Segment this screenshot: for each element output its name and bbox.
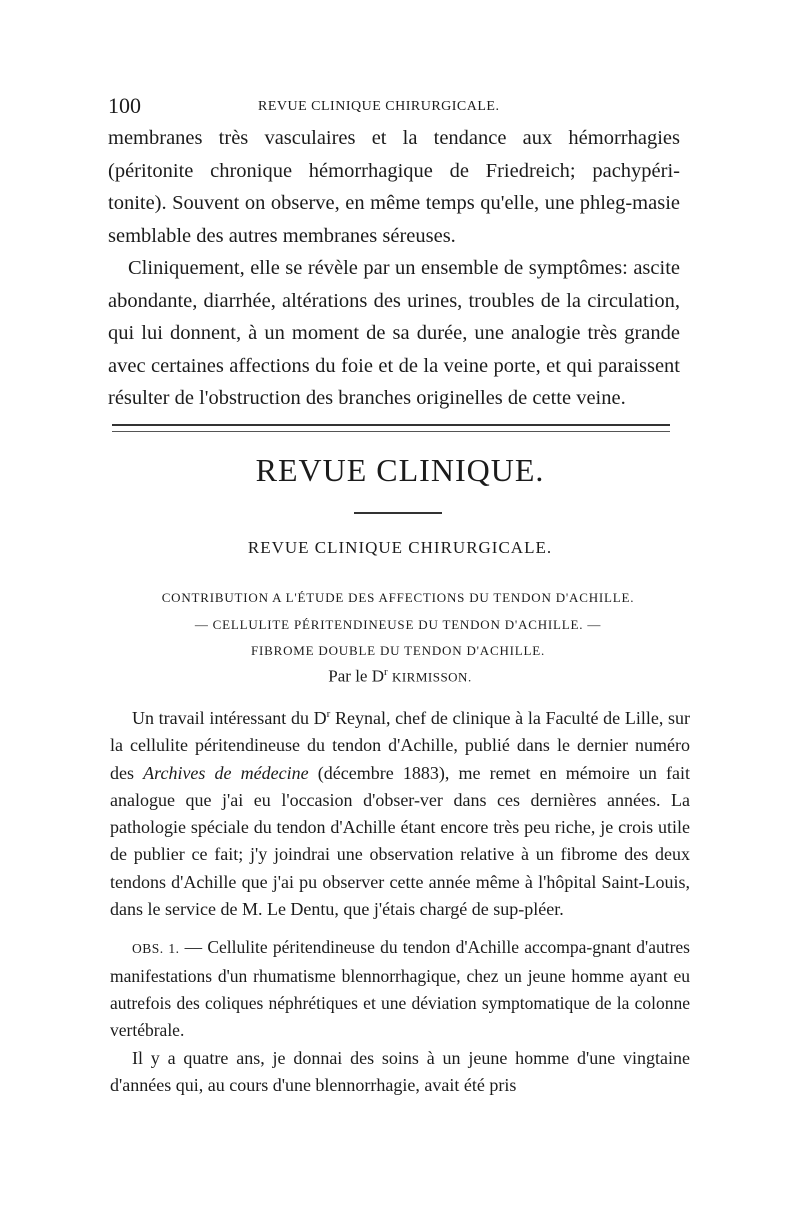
page-number: 100 (108, 93, 141, 118)
author-name: KIRMISSON. (391, 669, 472, 685)
byline-prefix: Par le D (328, 666, 385, 686)
intro-text (108, 122, 680, 415)
body-p1-a: Un travail intéressant du D (132, 708, 327, 728)
body-p1-c: (décembre 1883), me remet en mémoire un fait analogue que j'ai eu l'occasion d'obser-ver dans ces dernières années. La pathologie spéciale du tendon d'Achille étant encore très peu riche, je crois utile de publier ce fait; j'y joindrai une observation relative à un fibrome des deux tendons d'Achille que j'ai pu observer cette année même à l'hôpital Saint-Louis, dans le service de M. Le Dentu, que j'étais chargé de sup-pléer. (110, 762, 690, 920)
observation-heading (110, 934, 690, 1044)
intro-paragraph-2: Cliniquement, elle se révèle par un ensemble de symptômes: ascite abondante, diarrhée, altérations des urines, troubles de la circulation, qui lui donnent, à un moment de sa durée, une analogie très grande avec certaines affections du foie et de la veine porte, et qui paraissent résulter de l'obstruction des branches originelles de cette veine. (108, 257, 680, 409)
article-title-line-2: — CELLULITE PÉRITENDINEUSE DU TENDON D'ACHILLE. — (194, 616, 602, 632)
body-p1-b: Reynal, chef de clinique à la Faculté de Lille, sur la cellulite péritendineuse du tendon d'Achille, publié dans le dernier numéro des (110, 708, 690, 783)
title-rule (354, 512, 442, 514)
subsection-title: REVUE CLINIQUE CHIRURGICALE. (247, 538, 553, 557)
article-title-line-1: CONTRIBUTION A L'ÉTUDE DES AFFECTIONS DU TENDON D'ACHILLE. (161, 590, 635, 605)
intro-paragraph-1: membranes très vasculaires et la tendance aux hémorrhagies (péritonite chronique hémorrhagique de Friedreich; pachypéri-tonite). Souvent on observe, en même temps qu'elle, une phleg-masie semblable des autres membranes séreuses. (108, 127, 680, 247)
section-title: REVUE CLINIQUE. (255, 452, 545, 488)
body-paragraph-1 (110, 701, 690, 923)
body-p1-sup: r (326, 708, 331, 720)
article-body (110, 701, 690, 1099)
page-header (108, 93, 678, 119)
observation-label: OBS. 1. (132, 941, 180, 957)
section-divider (112, 424, 670, 432)
journal-title: Archives de médecine (143, 762, 309, 783)
running-head: REVUE CLINIQUE CHIRURGICALE. (258, 99, 500, 114)
observation-text: — Cellulite péritendineuse du tendon d'Achille accompa-gnant d'autres manifestations d'un rhumatisme blennorrhagique, chez un jeune homme ayant eu autrefois des coliques néphrétiques et une déviation symptomatique de la colonne vertébrale. (110, 937, 690, 1041)
byline (0, 666, 800, 687)
article-title-line-3: FIBROME DOUBLE DU TENDON D'ACHILLE. (250, 643, 546, 658)
body-paragraph-3: Il y a quatre ans, je donnai des soins à un jeune homme d'une vingtaine d'années qui, au cours d'une blennorrhagie, avait été pris (110, 1047, 690, 1095)
byline-sup: r (384, 666, 388, 678)
article-title (108, 585, 688, 665)
